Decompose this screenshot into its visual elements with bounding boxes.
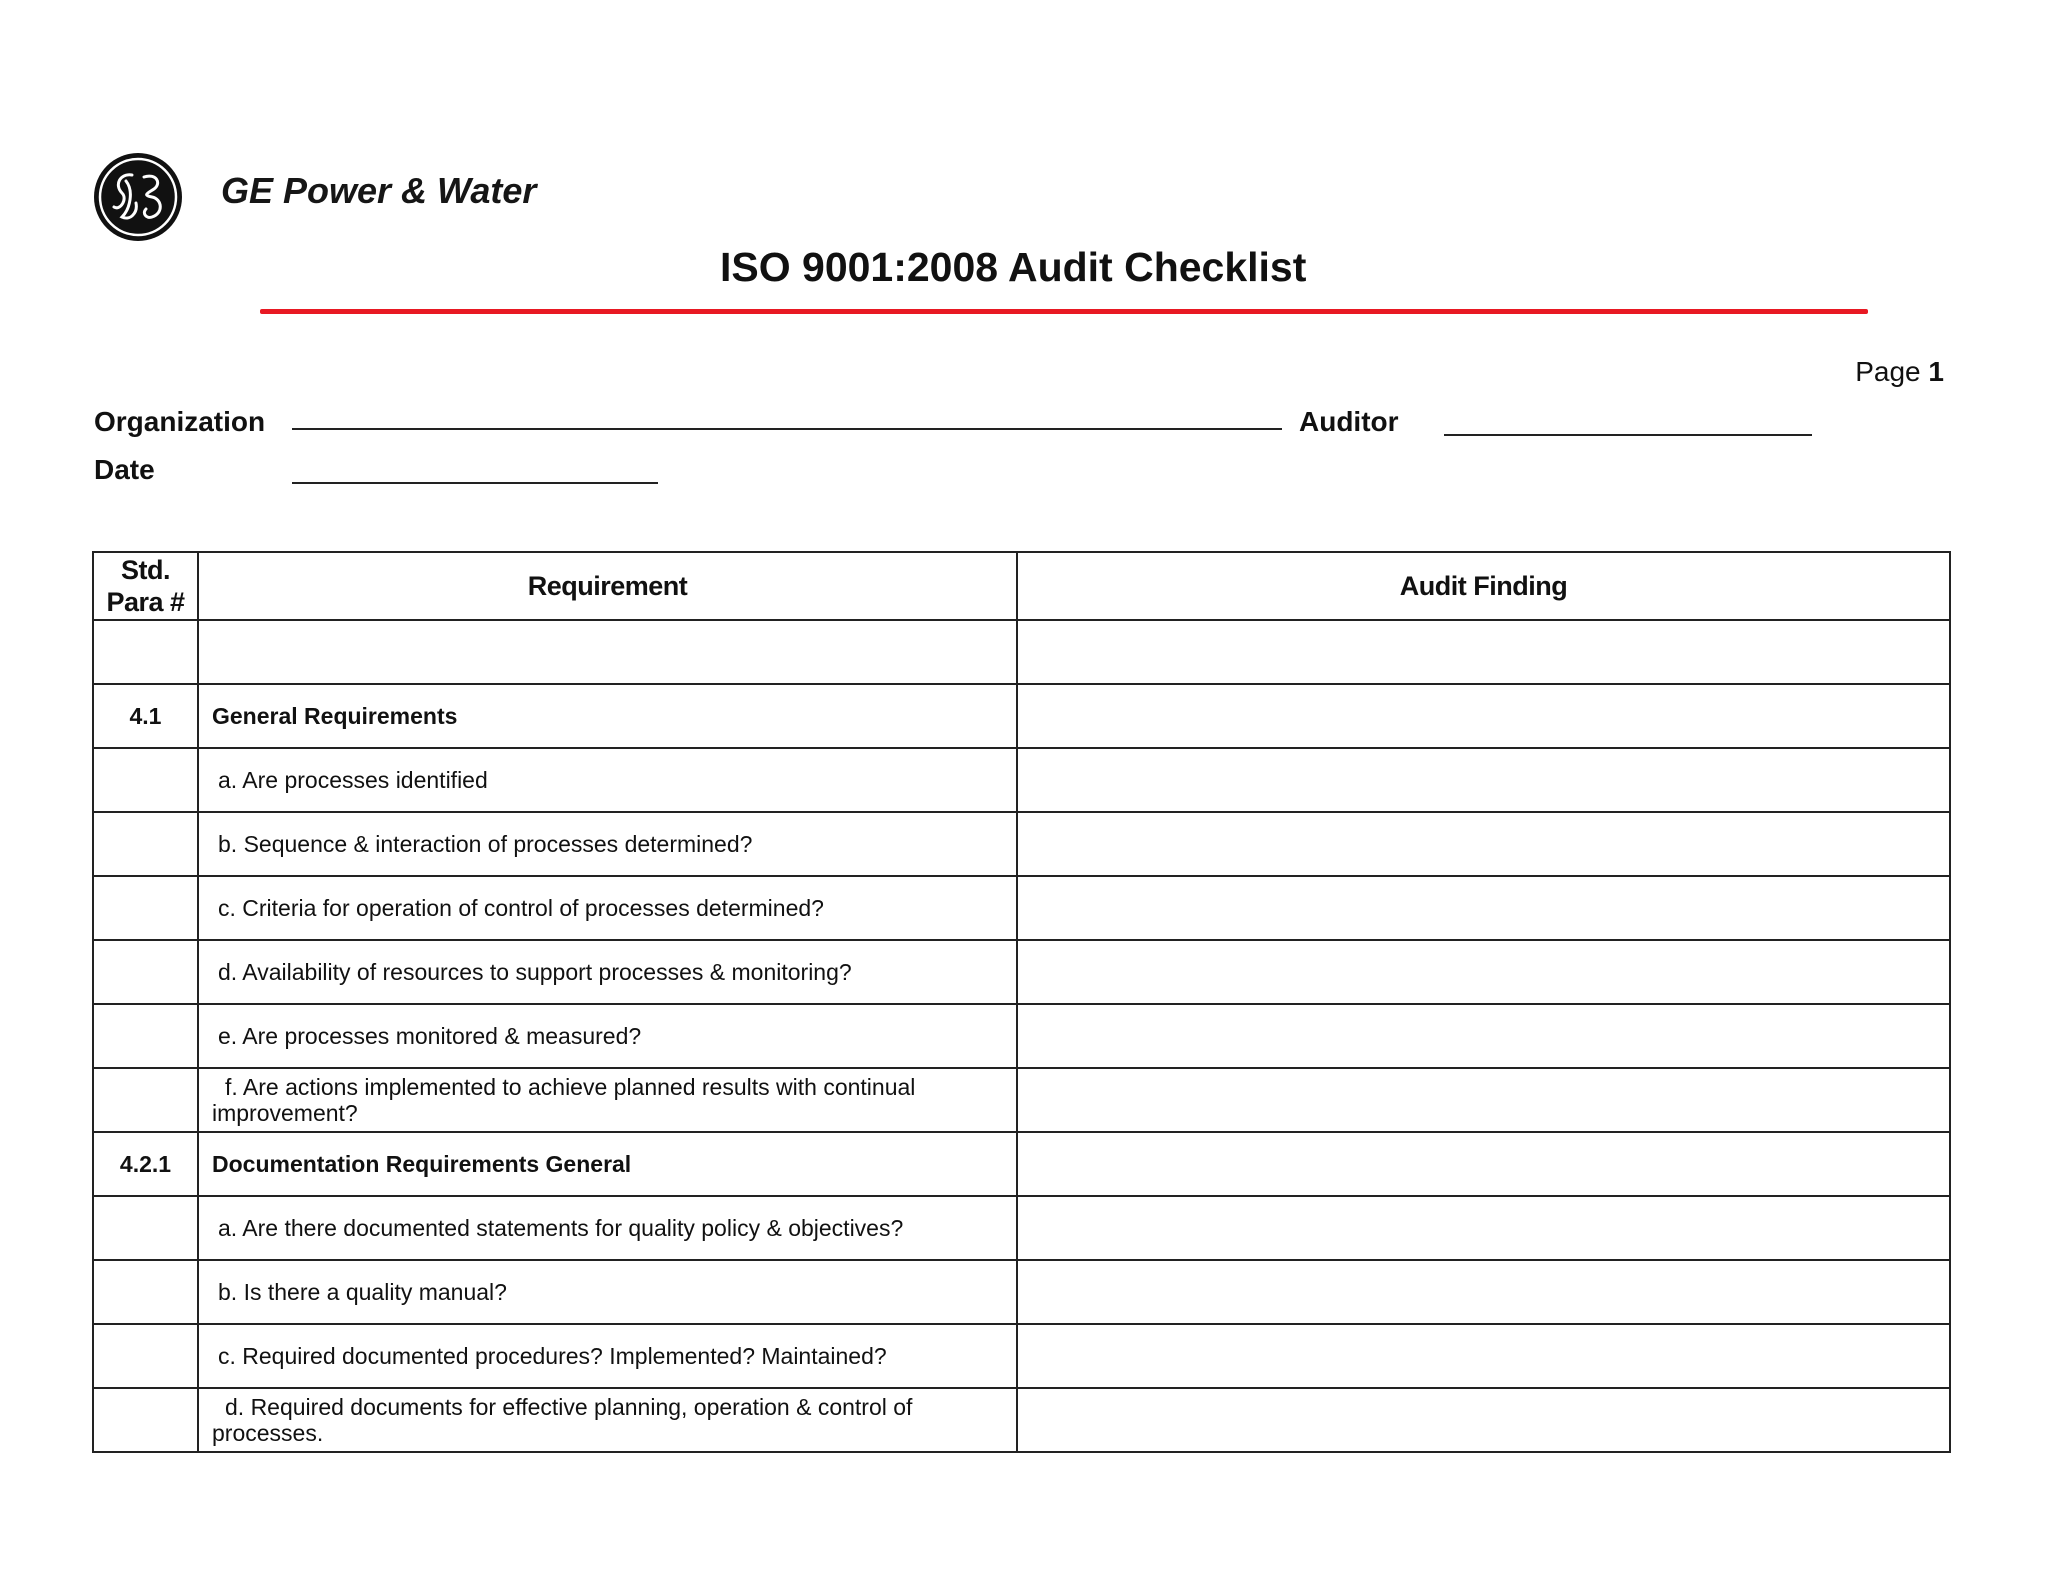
- finding-cell[interactable]: [1017, 940, 1950, 1004]
- requirement-text: [212, 1074, 915, 1126]
- table-row: [93, 1196, 1950, 1260]
- requirement-text: b. Sequence & interaction of processes determined?: [218, 831, 753, 857]
- requirement-cell: [198, 876, 1017, 940]
- requirement-text-line1: f. Are actions implemented to achieve planned results with continual: [225, 1074, 916, 1100]
- auditor-field[interactable]: [1444, 434, 1812, 436]
- table-row: [93, 748, 1950, 812]
- requirement-text: b. Is there a quality manual?: [218, 1279, 507, 1305]
- para-cell: [93, 1196, 198, 1260]
- title-divider: [260, 309, 1868, 314]
- page-label: Page: [1855, 356, 1921, 387]
- para-cell: [93, 940, 198, 1004]
- requirement-cell: [198, 812, 1017, 876]
- requirement-section-cell: General Requirements: [198, 684, 1017, 748]
- requirement-cell: [198, 748, 1017, 812]
- date-field[interactable]: [292, 482, 658, 484]
- table-row: [93, 1068, 1950, 1132]
- requirement-text: a. Are processes identified: [218, 767, 488, 793]
- requirement-cell: [198, 620, 1017, 684]
- requirement-cell: [198, 1324, 1017, 1388]
- auditor-label: Auditor: [1299, 406, 1399, 437]
- page-indicator: [1855, 356, 1944, 388]
- requirement-cell: [198, 1388, 1017, 1452]
- requirement-text: [212, 1394, 912, 1446]
- table-row: [93, 620, 1950, 684]
- requirement-text-line2: processes.: [212, 1420, 324, 1446]
- requirement-text: d. Availability of resources to support processes & monitoring?: [218, 959, 852, 985]
- finding-cell[interactable]: [1017, 1196, 1950, 1260]
- table-row: [93, 812, 1950, 876]
- requirement-cell: [198, 1260, 1017, 1324]
- finding-cell[interactable]: [1017, 1132, 1950, 1196]
- requirement-text: a. Are there documented statements for quality policy & objectives?: [218, 1215, 904, 1241]
- column-header-finding: Audit Finding: [1017, 552, 1950, 620]
- organization-field[interactable]: [292, 428, 1282, 430]
- table-row: [93, 1324, 1950, 1388]
- para-cell: 4.2.1: [93, 1132, 198, 1196]
- requirement-text-line2: improvement?: [212, 1100, 358, 1126]
- requirement-cell: [198, 1068, 1017, 1132]
- table-row: [93, 684, 1950, 748]
- table-row: [93, 1260, 1950, 1324]
- requirement-text-line1: d. Required documents for effective planning, operation & control of: [225, 1394, 913, 1420]
- finding-cell[interactable]: [1017, 1260, 1950, 1324]
- para-cell: [93, 1068, 198, 1132]
- para-cell: [93, 1260, 198, 1324]
- para-cell: [93, 812, 198, 876]
- requirement-cell: [198, 940, 1017, 1004]
- table-row: [93, 1388, 1950, 1452]
- para-cell: [93, 1324, 198, 1388]
- requirement-text: c. Criteria for operation of control of processes determined?: [218, 895, 824, 921]
- finding-cell[interactable]: [1017, 812, 1950, 876]
- table-row: [93, 940, 1950, 1004]
- finding-cell[interactable]: [1017, 1388, 1950, 1452]
- column-header-requirement: Requirement: [198, 552, 1017, 620]
- table-header-row: [93, 552, 1950, 620]
- para-header-line2: Para #: [106, 587, 185, 617]
- date-label: Date: [94, 454, 155, 485]
- column-header-para: [93, 552, 198, 620]
- requirement-cell: [198, 1004, 1017, 1068]
- para-cell: [93, 1004, 198, 1068]
- table-row: [93, 1004, 1950, 1068]
- table-row: [93, 1132, 1950, 1196]
- requirement-text: c. Required documented procedures? Implemented? Maintained?: [218, 1343, 887, 1369]
- finding-cell[interactable]: [1017, 1068, 1950, 1132]
- page-title: ISO 9001:2008 Audit Checklist: [720, 244, 1307, 290]
- finding-cell[interactable]: [1017, 1004, 1950, 1068]
- finding-cell[interactable]: [1017, 748, 1950, 812]
- finding-cell[interactable]: [1017, 684, 1950, 748]
- table-row: [93, 876, 1950, 940]
- finding-cell[interactable]: [1017, 1324, 1950, 1388]
- para-cell: [93, 876, 198, 940]
- para-cell: 4.1: [93, 684, 198, 748]
- finding-cell[interactable]: [1017, 876, 1950, 940]
- para-cell: [93, 748, 198, 812]
- requirement-text: e. Are processes monitored & measured?: [218, 1023, 642, 1049]
- finding-cell[interactable]: [1017, 620, 1950, 684]
- audit-checklist-table: [92, 551, 1951, 1453]
- requirement-cell: [198, 1196, 1017, 1260]
- para-cell: [93, 1388, 198, 1452]
- para-header-line1: Std.: [121, 555, 170, 585]
- page-number: 1: [1928, 356, 1944, 387]
- organization-label: Organization: [94, 406, 266, 437]
- requirement-section-cell: Documentation Requirements General: [198, 1132, 1017, 1196]
- company-name: GE Power & Water: [221, 170, 537, 211]
- ge-logo-icon: [92, 151, 184, 243]
- para-cell: [93, 620, 198, 684]
